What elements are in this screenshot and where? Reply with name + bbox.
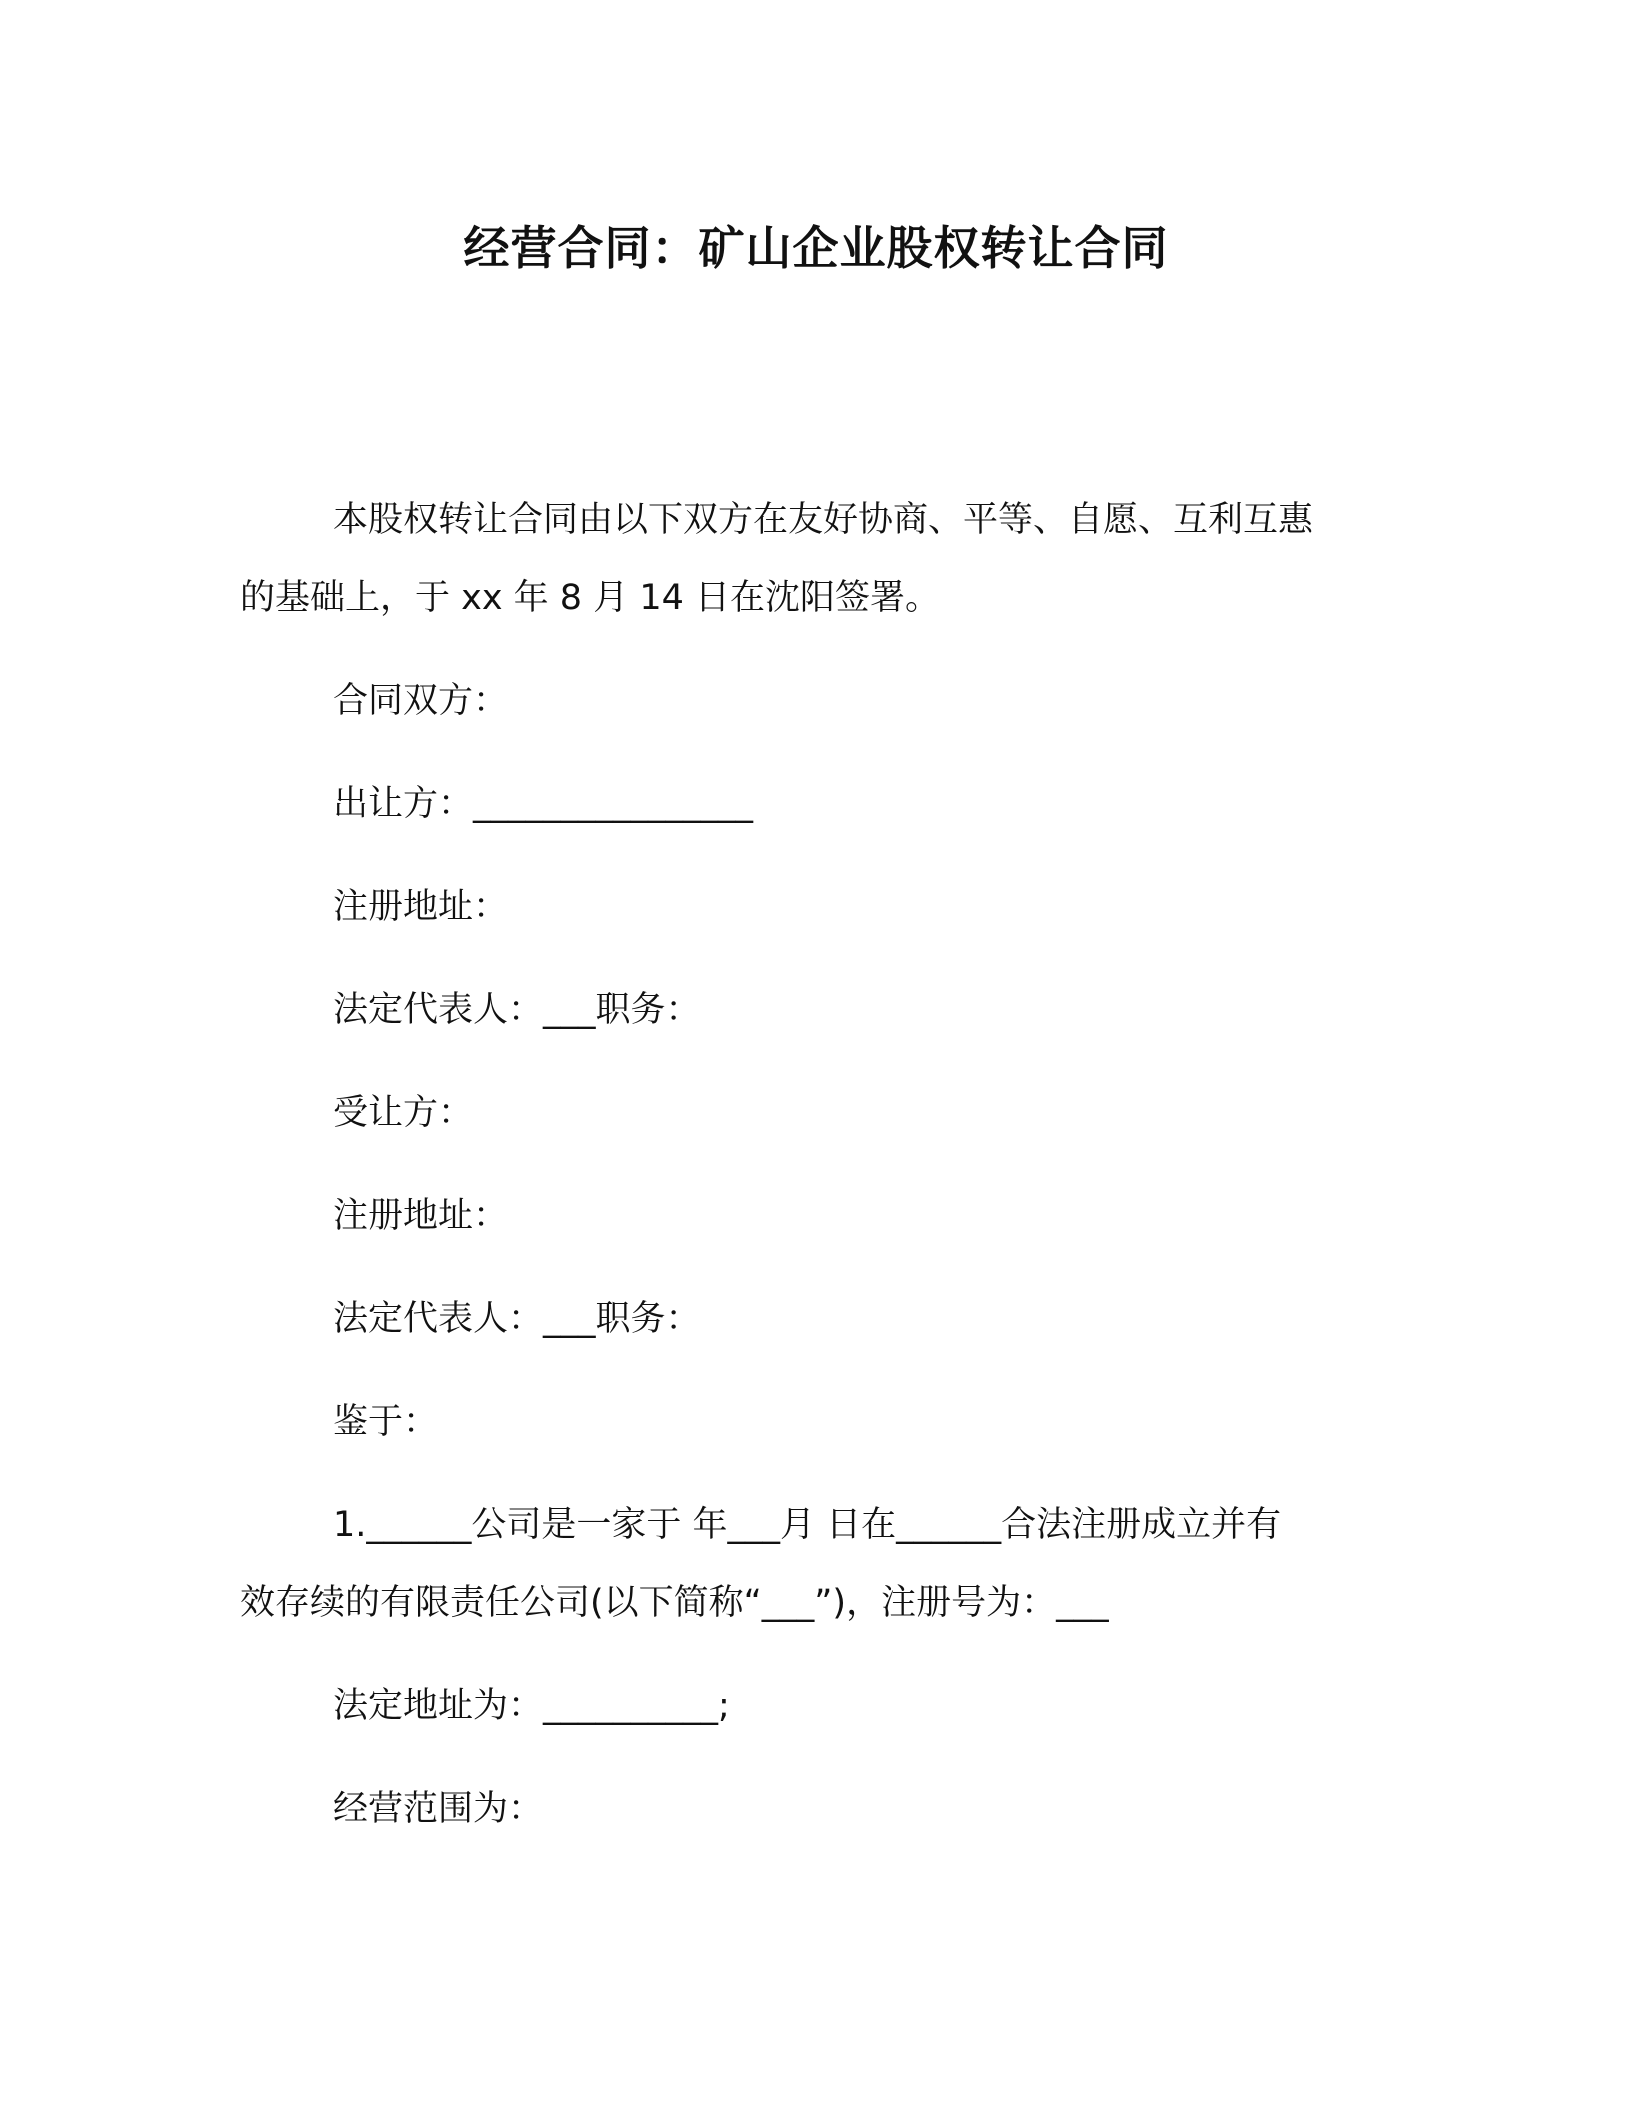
intro-paragraph-line-2: 的基础上，于 xx 年 8 月 14 日在沈阳签署。 bbox=[240, 578, 940, 618]
transferee-address-line: 注册地址： bbox=[333, 1196, 509, 1236]
transferee-legal-rep-line: 法定代表人：___职务： bbox=[333, 1299, 701, 1339]
intro-paragraph-line-1: 本股权转让合同由以下双方在友好协商、平等、自愿、互利互惠 bbox=[333, 500, 1314, 540]
parties-heading: 合同双方： bbox=[333, 681, 509, 721]
transferor-line: 出让方：________________ bbox=[333, 784, 754, 824]
transferor-address-line: 注册地址： bbox=[333, 887, 509, 927]
legal-address-line: 法定地址为：__________; bbox=[333, 1686, 730, 1726]
business-scope-line: 经营范围为： bbox=[333, 1789, 544, 1829]
document-title: 经营合同：矿山企业股权转让合同 bbox=[463, 221, 1169, 275]
transferee-line: 受让方： bbox=[333, 1093, 474, 1133]
whereas-heading: 鉴于： bbox=[333, 1402, 439, 1442]
clause-1-line-2: 效存续的有限责任公司(以下简称“___”)，注册号为：___ bbox=[240, 1583, 1109, 1623]
clause-1-line-1: 1.______公司是一家于 年___月 日在______合法注册成立并有 bbox=[333, 1505, 1282, 1545]
transferor-legal-rep-line: 法定代表人：___职务： bbox=[333, 990, 701, 1030]
